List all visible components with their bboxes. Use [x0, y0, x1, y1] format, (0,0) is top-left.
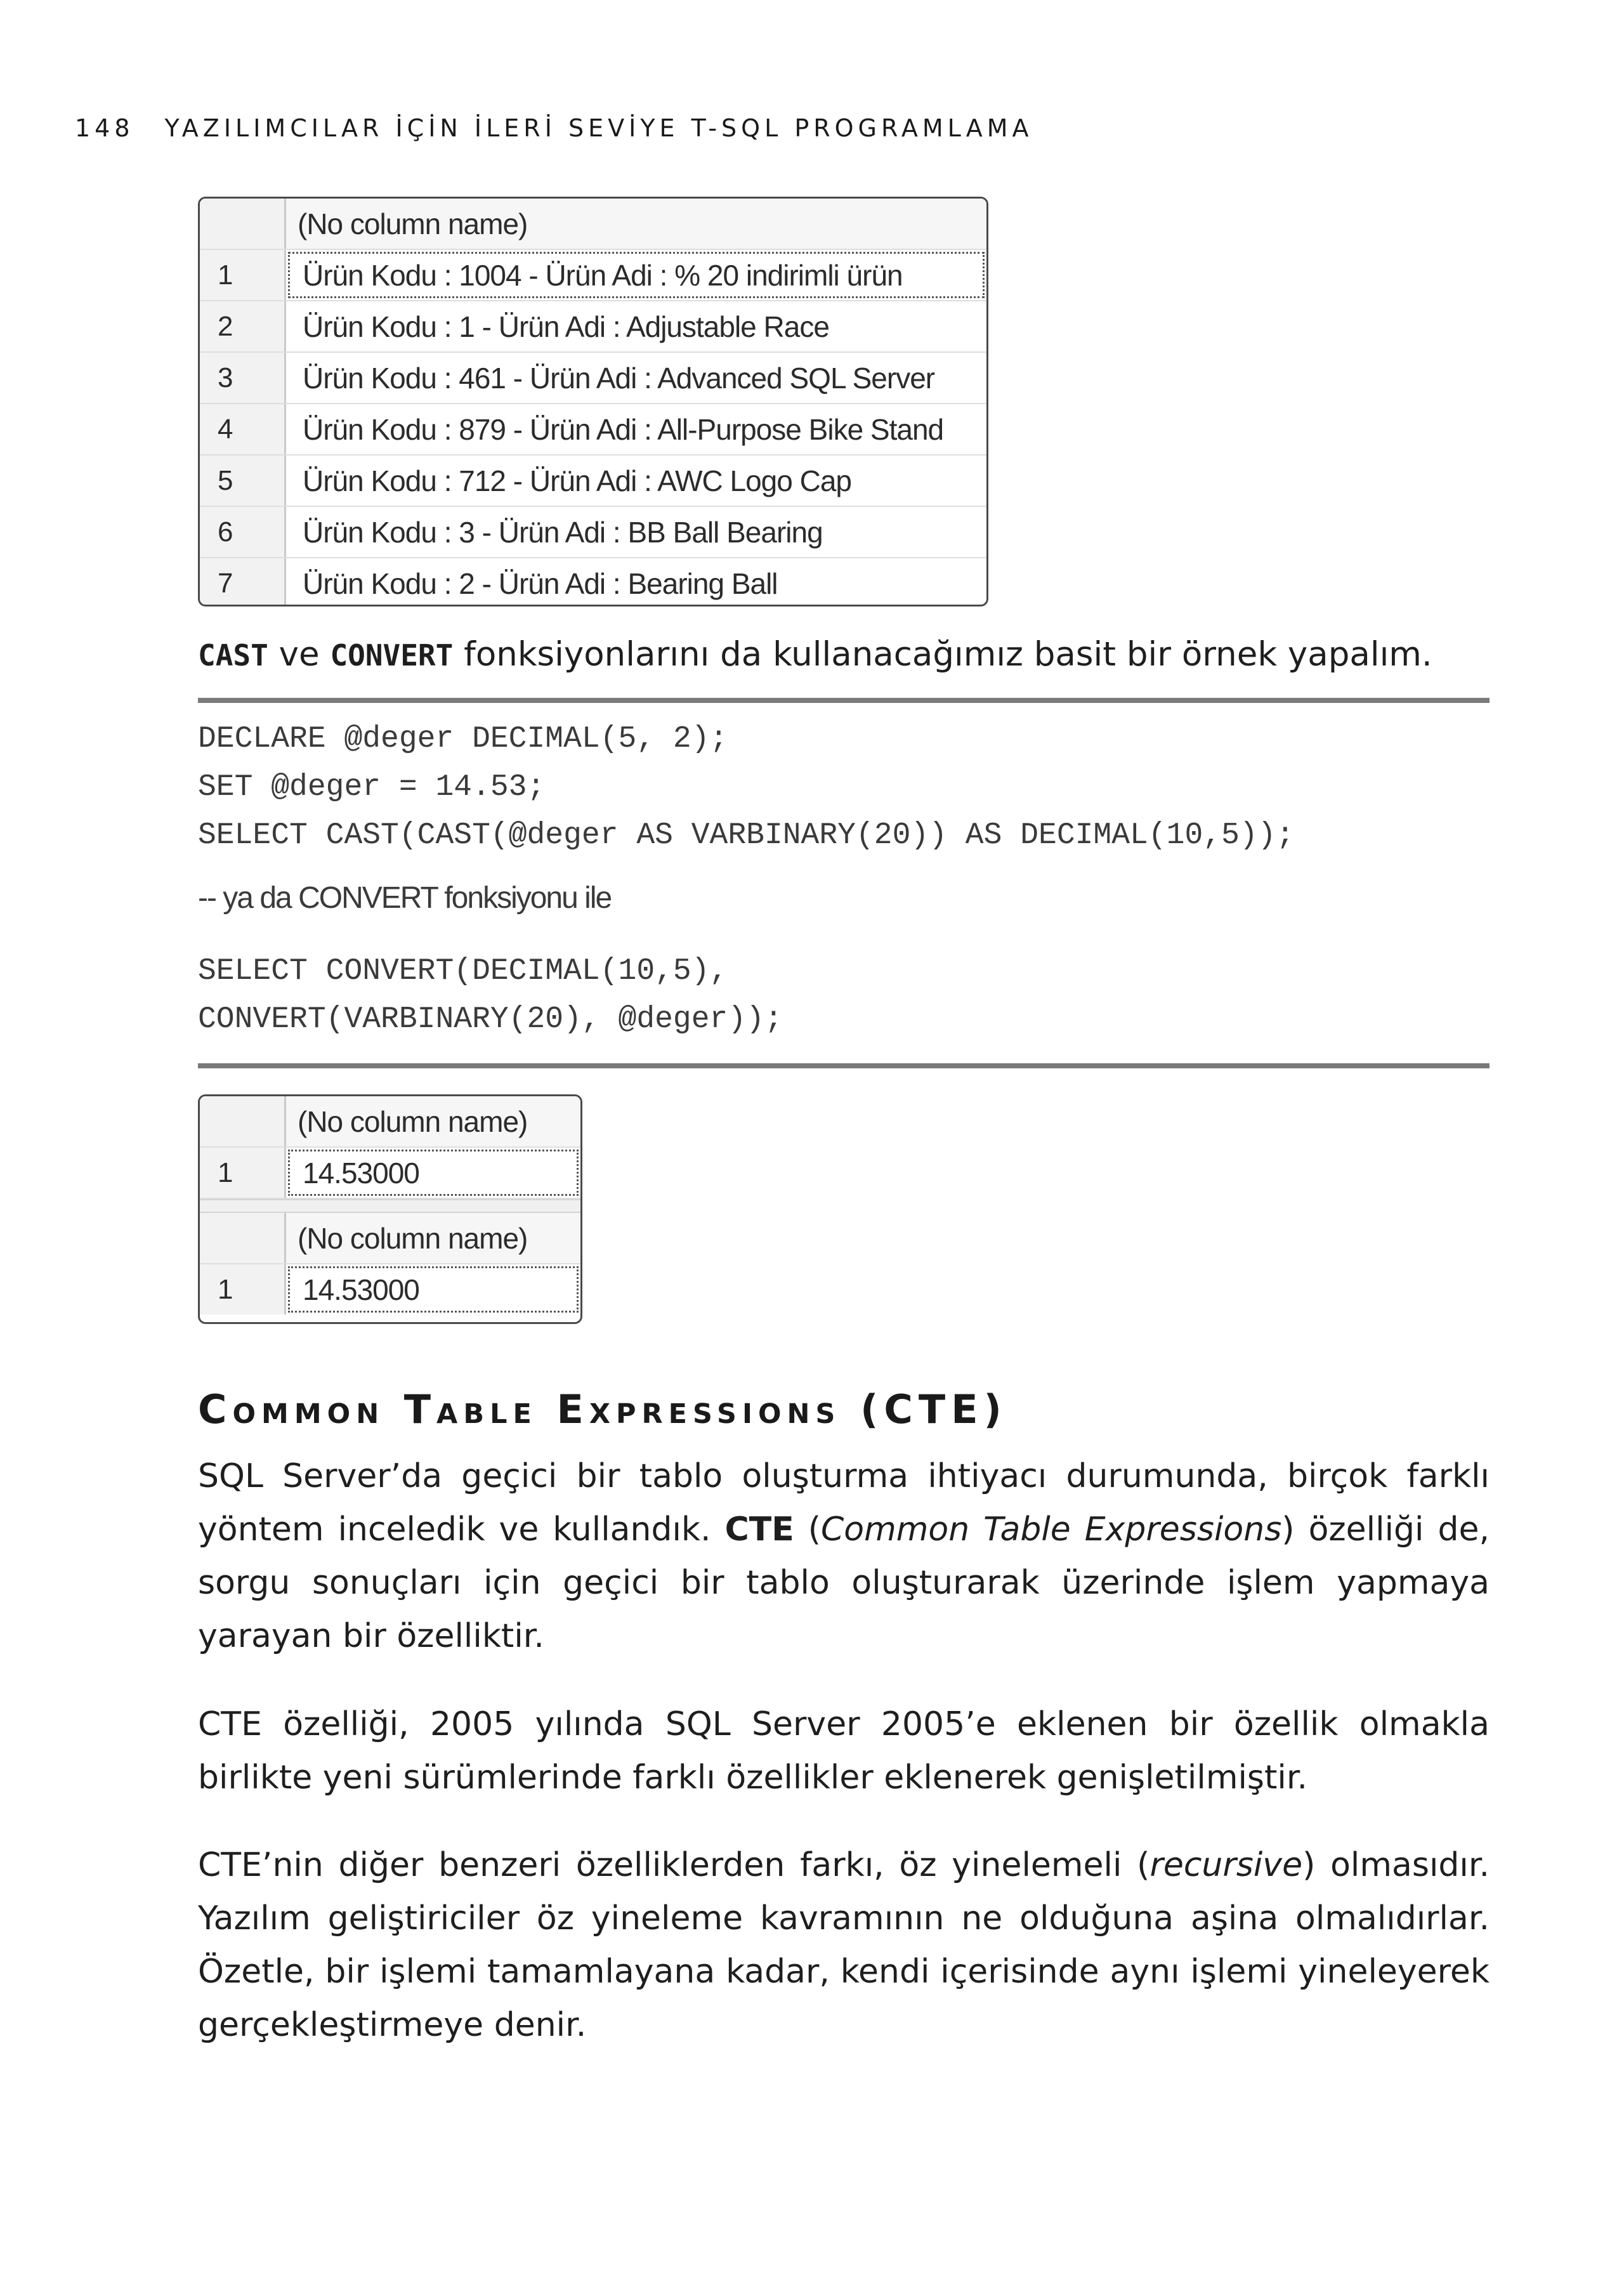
row-number[interactable]: 7	[200, 558, 286, 606]
table-cell[interactable]: Ürün Kodu : 712 - Ürün Adi : AWC Logo Cap	[303, 464, 852, 497]
cte-bold: CTE	[724, 1511, 794, 1549]
table-row[interactable]	[200, 558, 986, 606]
recursive-term: recursive	[1149, 1846, 1303, 1884]
grid-separator	[200, 1199, 580, 1213]
column-header[interactable]: (No column name)	[298, 207, 528, 240]
grid-header-row	[200, 1096, 580, 1148]
row-number[interactable]: 1	[200, 250, 286, 300]
row-number-header	[200, 1096, 286, 1146]
table-cell[interactable]: Ürün Kodu : 1004 - Ürün Adi : % 20 indirimli ürün	[286, 250, 986, 300]
cast-keyword: CAST	[198, 638, 268, 672]
code-block-1: DECLARE @deger DECIMAL(5, 2); SET @deger = 14.53; SELECT CAST(CAST(@deger AS VARBINARY(20)) AS DECIMAL(10,5));	[198, 722, 1295, 853]
table-row[interactable]	[200, 301, 986, 353]
table-row[interactable]	[200, 456, 986, 507]
row-number[interactable]: 2	[200, 301, 286, 351]
row-number[interactable]: 5	[200, 456, 286, 506]
table-cell[interactable]: Ürün Kodu : 461 - Ürün Adi : Advanced SQL Server	[303, 361, 935, 395]
row-number[interactable]: 4	[200, 404, 286, 454]
paragraph-2: CTE özelliği, 2005 yılında SQL Server 2005’e eklenen bir özellik olmakla birlikte yeni sürümlerinde farklı özellikler eklenerek genişletilmiştir.	[198, 1705, 1490, 1797]
row-number-header	[200, 1213, 286, 1263]
book-title: YAZILIMCILAR İÇİN İLERİ SEVİYE T-SQL PROGRAMLAMA	[164, 114, 1033, 142]
paragraph-3: CTE’nin diğer benzeri özelliklerden farkı, öz yinelemeli (recursive) olmasıdır. Yazılım geliştiriciler öz yineleme kavramının ne olduğuna aşina olmalıdırlar. Özetle, bir işlemi tamamlayana kadar, kendi içerisinde aynı işlemi yineleyerek gerçekleştirmeye denir.	[198, 1846, 1490, 2044]
row-number-header	[200, 199, 286, 249]
convert-keyword: CONVERT	[330, 638, 454, 672]
table-cell[interactable]: 14.53000	[286, 1148, 580, 1198]
page-number: 148	[75, 114, 134, 142]
grid-header-row	[200, 199, 986, 250]
table-row[interactable]	[200, 1264, 580, 1315]
code-top-rule	[198, 698, 1490, 703]
table-cell[interactable]: Ürün Kodu : 1 - Ürün Adi : Adjustable Race	[303, 310, 829, 343]
intro-sentence: CAST ve CONVERT fonksiyonlarını da kullanacağımız basit bir örnek yapalım.	[198, 635, 1432, 674]
table-row[interactable]	[200, 250, 986, 301]
row-number[interactable]: 3	[200, 353, 286, 403]
running-header	[75, 114, 1033, 142]
table-cell[interactable]: Ürün Kodu : 2 - Ürün Adi : Bearing Ball	[303, 567, 778, 600]
table-cell[interactable]: 14.53000	[286, 1264, 580, 1315]
grid-header-row	[200, 1213, 580, 1264]
row-number[interactable]: 1	[200, 1148, 286, 1198]
table-row[interactable]	[200, 353, 986, 404]
code-comment: -- ya da CONVERT fonksiyonu ile	[198, 881, 612, 915]
table-cell[interactable]: Ürün Kodu : 879 - Ürün Adi : All-Purpose Bike Stand	[303, 412, 944, 446]
result-grid-1	[198, 197, 988, 606]
row-number[interactable]: 1	[200, 1264, 286, 1315]
section-title: Common Table Expressions (CTE)	[198, 1386, 1007, 1433]
cte-expansion: Common Table Expressions	[821, 1511, 1282, 1549]
result-grid-2	[198, 1094, 582, 1324]
row-number[interactable]: 6	[200, 507, 286, 557]
code-block-2: SELECT CONVERT(DECIMAL(10,5), CONVERT(VARBINARY(20), @deger));	[198, 954, 783, 1037]
code-bottom-rule	[198, 1063, 1490, 1068]
table-row[interactable]	[200, 507, 986, 558]
table-cell[interactable]: Ürün Kodu : 3 - Ürün Adi : BB Ball Bearing	[303, 515, 823, 549]
table-row[interactable]	[200, 1148, 580, 1199]
column-header[interactable]: (No column name)	[298, 1221, 528, 1255]
column-header[interactable]: (No column name)	[298, 1105, 528, 1138]
table-row[interactable]	[200, 404, 986, 456]
paragraph-1: SQL Server’da geçici bir tablo oluşturma ihtiyacı durumunda, birçok farklı yöntem inceledik ve kullandık. CTE (Common Table Expressions) özelliği de, sorgu sonuçları için geçici bir tablo oluşturarak üzerinde işlem yapmaya yarayan bir özelliktir.	[198, 1457, 1490, 1655]
